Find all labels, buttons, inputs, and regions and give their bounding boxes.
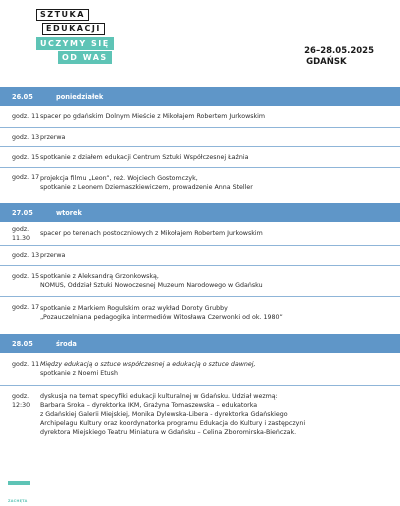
event-line: spotkanie z Leonem Dziemaszkiewiczem, prowadzenie Anna Steller xyxy=(40,184,253,191)
logo-line-4: OD WAS xyxy=(58,50,126,64)
event-time: godz. 15 xyxy=(12,153,40,161)
event-line: Archipelagu Kultury oraz koordynatorka programu Edukacja do Kultury i zastępczyni xyxy=(40,420,306,427)
event-date-location xyxy=(304,46,374,68)
schedule-row xyxy=(0,106,400,128)
day-header xyxy=(0,87,400,106)
event-time: godz. 11 xyxy=(12,113,40,120)
zacheta-logo-text: ZACHĘTA xyxy=(8,499,28,503)
event-line-italic: Między edukacją o sztuce współczesnej a edukacją o sztuce dawnej, xyxy=(40,361,256,368)
event-time: godz. 12:30 xyxy=(12,393,31,409)
event-time: godz. 13 xyxy=(12,252,40,259)
event-line: spacer po terenach postoczniowych z Mikołajem Robertem Jurkowskim xyxy=(40,230,263,237)
event-description xyxy=(40,360,400,378)
event-line: spotkanie z Markiem Rogulskim oraz wykład Doroty Grubby xyxy=(40,305,228,312)
schedule-row xyxy=(0,246,400,266)
event-line: spotkanie z Aleksandrą Grzonkowską, xyxy=(40,273,159,280)
schedule-row xyxy=(0,266,400,297)
event-time: godz. 11.30 xyxy=(12,225,31,242)
event-line: NOMUS, Oddział Sztuki Nowoczesnej Muzeum Narodowego w Gdańsku xyxy=(40,282,263,289)
day-name: poniedziałek xyxy=(56,92,104,101)
event-line: Barbara Sroka – dyrektorka IKM, Grażyna Tomaszewska – edukatorka xyxy=(40,402,258,409)
event-description xyxy=(40,272,400,290)
logo-line-1: SZTUKA xyxy=(36,8,126,22)
schedule-row xyxy=(0,297,400,329)
event-dates: 26–28.05.2025 xyxy=(304,46,374,56)
schedule xyxy=(0,87,400,446)
schedule-row xyxy=(0,168,400,198)
event-description xyxy=(40,251,400,260)
day-date: 28.05 xyxy=(12,339,33,348)
zacheta-logo-mark xyxy=(8,481,30,485)
event-description xyxy=(40,112,400,121)
event-description xyxy=(40,392,400,437)
event-time: godz. 15 xyxy=(12,273,40,280)
event-city: GDAŃSK xyxy=(306,57,347,67)
event-time: godz. 17 xyxy=(12,174,40,181)
event-line: spotkanie z Noemi Etush xyxy=(40,370,118,377)
event-line: „Pozauczelniana pedagogika intermediów Witosława Czerwonki od ok. 1980” xyxy=(40,314,283,321)
zacheta-logo xyxy=(8,481,30,503)
event-line: z Gdańskiej Galerii Miejskiej, Monika Dylewska-Libera - dyrektorka Gdańskiego xyxy=(40,411,288,418)
event-description xyxy=(40,229,400,238)
schedule-row xyxy=(0,353,400,386)
logo-line-2: EDUKACJI xyxy=(42,22,126,36)
day-name: wtorek xyxy=(56,208,82,217)
logo-line-3: UCZYMY SIĘ xyxy=(36,36,126,50)
event-logo xyxy=(36,8,126,64)
event-line: dyrektora Miejskiego Teatru Miniatura w Gdańsku – Celina Zboromirska-Bieńczak. xyxy=(40,429,297,436)
event-description xyxy=(40,153,400,162)
event-line: dyskusja na temat specyfiki edukacji kulturalnej w Gdańsku. Udział wezmą: xyxy=(40,393,278,400)
day-date: 27.05 xyxy=(12,208,33,217)
schedule-row xyxy=(0,386,400,446)
day-header xyxy=(0,203,400,222)
event-line: projekcja filmu „Leon”, reż. Wojciech Gostomczyk, xyxy=(40,175,198,182)
event-description xyxy=(40,174,400,192)
event-time: godz. 17 xyxy=(12,304,40,311)
event-description xyxy=(40,133,400,142)
event-line: spotkanie z działem edukacji Centrum Sztuki Współczesnej Łaźnia xyxy=(40,153,249,161)
event-line: spacer po gdańskim Dolnym Mieście z Mikołajem Robertem Jurkowskim xyxy=(40,113,266,120)
event-line: przerwa xyxy=(40,252,66,259)
day-date: 26.05 xyxy=(12,92,33,101)
event-line: przerwa xyxy=(40,133,66,141)
event-description xyxy=(40,304,400,322)
schedule-row xyxy=(0,128,400,147)
event-time: godz. 13 xyxy=(12,133,40,141)
schedule-row xyxy=(0,222,400,246)
day-name: środa xyxy=(56,339,77,348)
day-header xyxy=(0,334,400,353)
event-time: godz. 11 xyxy=(12,361,40,368)
schedule-row xyxy=(0,147,400,168)
